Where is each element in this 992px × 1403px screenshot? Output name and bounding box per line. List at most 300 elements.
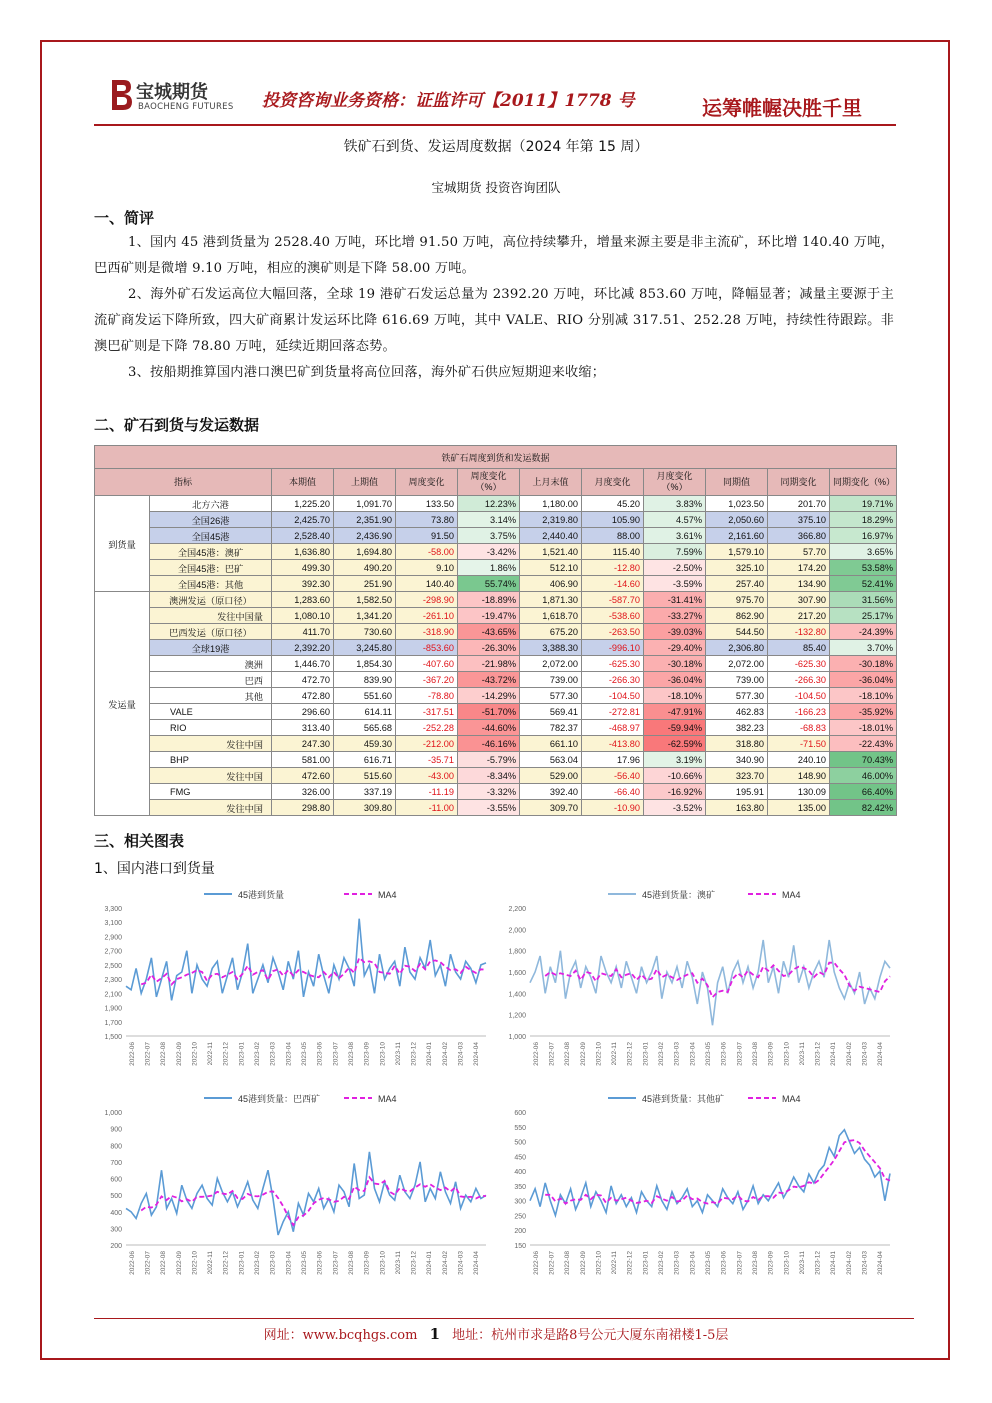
- table-cell: -44.60%: [458, 720, 520, 736]
- table-cell: 309.70: [520, 800, 582, 816]
- table-row-label: 巴西发运（原口径）: [150, 624, 272, 640]
- table-cell: -36.04%: [830, 672, 897, 688]
- table-cell: 337.19: [334, 784, 396, 800]
- table-cell: 52.41%: [830, 576, 897, 592]
- chart-45-ports-australia: [498, 884, 898, 1084]
- table-cell: 2,392.20: [272, 640, 334, 656]
- table-cell: -56.40: [582, 768, 644, 784]
- table-cell: 1,283.60: [272, 592, 334, 608]
- table-cell: 3.61%: [644, 528, 706, 544]
- table-cell: 57.70: [768, 544, 830, 560]
- table-cell: -407.60: [396, 656, 458, 672]
- table-cell: 130.09: [768, 784, 830, 800]
- table-cell: 375.10: [768, 512, 830, 528]
- x-tick-label: 2022-08: [564, 1251, 572, 1275]
- x-tick-label: 2023-12: [814, 1251, 822, 1275]
- table-cell: -43.65%: [458, 624, 520, 640]
- table-cell: 1,080.10: [272, 608, 334, 624]
- series-line: [530, 1130, 890, 1216]
- x-tick-label: 2023-09: [767, 1042, 775, 1066]
- table-cell: -51.70%: [458, 704, 520, 720]
- x-tick-label: 2022-07: [548, 1042, 556, 1066]
- table-cell: 135.00: [768, 800, 830, 816]
- x-tick-label: 2024-02: [845, 1042, 853, 1066]
- company-logo: [108, 78, 248, 118]
- x-tick-label: 2023-11: [798, 1042, 806, 1066]
- x-tick-label: 2022-06: [532, 1251, 540, 1275]
- table-cell: -22.43%: [830, 736, 897, 752]
- team-line: 宝城期货 投资咨询团队: [431, 180, 561, 195]
- x-tick-label: 2023-01: [238, 1042, 246, 1066]
- y-tick-label: 400: [110, 1209, 122, 1217]
- x-tick-label: 2022-12: [626, 1042, 634, 1066]
- legend-label: 45港到货量：巴西矿: [238, 1094, 321, 1104]
- table-cell: 1,341.20: [334, 608, 396, 624]
- table-cell: 2,425.70: [272, 512, 334, 528]
- y-tick-label: 1,200: [508, 1012, 526, 1020]
- table-header-cell: 周度变化（%）: [458, 469, 520, 496]
- y-tick-label: 300: [110, 1226, 122, 1234]
- table-row: [95, 544, 897, 560]
- table-cell: 1,446.70: [272, 656, 334, 672]
- table-cell: 3.65%: [830, 544, 897, 560]
- table-cell: 91.50: [396, 528, 458, 544]
- y-tick-label: 550: [514, 1124, 526, 1132]
- table-cell: 577.30: [520, 688, 582, 704]
- x-tick-label: 2023-08: [751, 1042, 759, 1066]
- x-tick-label: 2024-01: [426, 1251, 434, 1275]
- table-cell: 323.70: [706, 768, 768, 784]
- x-tick-label: 2023-03: [673, 1042, 681, 1066]
- y-tick-label: 2,000: [508, 927, 526, 935]
- table-row: [95, 608, 897, 624]
- table-cell: -3.52%: [644, 800, 706, 816]
- x-tick-label: 2023-10: [379, 1251, 387, 1275]
- table-cell: -266.30: [768, 672, 830, 688]
- report-title: 铁矿石到货、发运周度数据（2024 年第 15 周）: [343, 139, 649, 155]
- x-tick-label: 2022-10: [595, 1251, 603, 1275]
- y-tick-label: 300: [514, 1198, 526, 1206]
- x-tick-label: 2023-04: [689, 1251, 697, 1275]
- table-cell: -367.20: [396, 672, 458, 688]
- table-cell: 366.80: [768, 528, 830, 544]
- x-tick-label: 2023-05: [301, 1251, 308, 1275]
- x-tick-label: 2022-08: [160, 1251, 168, 1275]
- table-row-label: 发往中国量: [150, 608, 272, 624]
- x-tick-label: 2023-02: [658, 1042, 666, 1066]
- table-cell: 563.04: [520, 752, 582, 768]
- x-tick-label: 2023-04: [689, 1042, 697, 1066]
- y-tick-label: 150: [514, 1243, 526, 1250]
- table-cell: 309.80: [334, 800, 396, 816]
- table-cell: 19.71%: [830, 496, 897, 512]
- table-cell: -317.51: [396, 704, 458, 720]
- x-tick-label: 2023-07: [736, 1042, 744, 1066]
- table-cell: -212.00: [396, 736, 458, 752]
- y-tick-label: 200: [514, 1228, 526, 1236]
- table-cell: 3.14%: [458, 512, 520, 528]
- x-tick-label: 2023-08: [751, 1251, 759, 1275]
- y-tick-label: 1,900: [104, 1005, 122, 1013]
- x-tick-label: 2022-09: [175, 1042, 183, 1066]
- y-tick-label: 1,000: [104, 1110, 122, 1117]
- x-tick-label: 2023-04: [285, 1042, 293, 1066]
- table-row-label: 澳洲发运（原口径）: [150, 592, 272, 608]
- subsection-title: 1、国内港口到货量: [94, 861, 215, 877]
- legend-label: 45港到货量: [238, 890, 285, 900]
- section-2-heading: 二、矿石到货与发运数据: [94, 416, 260, 434]
- x-tick-label: 2022-11: [207, 1251, 215, 1275]
- table-cell: 12.23%: [458, 496, 520, 512]
- table-row: [95, 592, 897, 608]
- table-cell: 581.00: [272, 752, 334, 768]
- table-cell: -272.81: [582, 704, 644, 720]
- x-tick-label: 2023-08: [347, 1042, 355, 1066]
- table-cell: -59.94%: [644, 720, 706, 736]
- table-cell: 862.90: [706, 608, 768, 624]
- table-cell: 2,072.00: [706, 656, 768, 672]
- table-cell: 1,521.40: [520, 544, 582, 560]
- table-cell: 577.30: [706, 688, 768, 704]
- logo-text-cn: 宝城期货: [136, 82, 208, 103]
- x-tick-label: 2023-06: [316, 1042, 324, 1066]
- table-row-label: 发往中国: [150, 800, 272, 816]
- table-cell: 318.80: [706, 736, 768, 752]
- table-cell: -11.19: [396, 784, 458, 800]
- series-line: [530, 940, 890, 1025]
- x-tick-label: 2023-04: [285, 1251, 293, 1275]
- x-tick-label: 2023-10: [379, 1042, 387, 1066]
- table-cell: 3.70%: [830, 640, 897, 656]
- commentary-paragraph: 3、按船期推算国内港口澳巴矿到货量将高位回落，海外矿石供应短期迎来收缩；: [128, 365, 606, 380]
- table-row: [95, 656, 897, 672]
- x-tick-label: 2023-07: [332, 1042, 340, 1066]
- y-tick-label: 600: [514, 1110, 526, 1117]
- table-cell: 1,180.00: [520, 496, 582, 512]
- x-tick-label: 2022-10: [191, 1042, 199, 1066]
- x-tick-label: 2024-03: [861, 1251, 869, 1275]
- table-cell: 411.70: [272, 624, 334, 640]
- table-cell: 85.40: [768, 640, 830, 656]
- table-cell: -35.92%: [830, 704, 897, 720]
- x-tick-label: 2023-01: [642, 1251, 650, 1275]
- table-cell: 1,854.30: [334, 656, 396, 672]
- y-tick-label: 200: [110, 1243, 122, 1250]
- x-tick-label: 2023-11: [394, 1042, 402, 1066]
- table-cell: -47.91%: [644, 704, 706, 720]
- x-tick-label: 2023-09: [363, 1251, 371, 1275]
- y-tick-label: 500: [514, 1139, 526, 1147]
- table-cell: -8.34%: [458, 768, 520, 784]
- table-cell: -26.30%: [458, 640, 520, 656]
- table-cell: -62.59%: [644, 736, 706, 752]
- table-header-cell: 同期变化: [768, 469, 830, 496]
- table-cell: 1,871.30: [520, 592, 582, 608]
- x-tick-label: 2024-02: [845, 1251, 853, 1275]
- table-cell: -261.10: [396, 608, 458, 624]
- section-3-heading: 三、相关图表: [94, 832, 185, 850]
- table-cell: 17.96: [582, 752, 644, 768]
- table-row: [95, 640, 897, 656]
- table-row-label: FMG: [150, 784, 272, 800]
- x-tick-label: 2022-07: [144, 1251, 152, 1275]
- table-cell: -46.16%: [458, 736, 520, 752]
- table-row: [95, 672, 897, 688]
- table-cell: 2,440.40: [520, 528, 582, 544]
- table-cell: 512.10: [520, 560, 582, 576]
- ma4-line: [545, 1140, 890, 1204]
- x-tick-label: 2023-02: [254, 1042, 262, 1066]
- table-header-cell: 同期值: [706, 469, 768, 496]
- table-row: [95, 720, 897, 736]
- table-header-cell: 指标: [95, 469, 272, 496]
- table-cell: 1,225.20: [272, 496, 334, 512]
- table-cell: 3.19%: [644, 752, 706, 768]
- table-cell: 529.00: [520, 768, 582, 784]
- table-row-label: 全国45港：澳矿: [150, 544, 272, 560]
- table-cell: 1.86%: [458, 560, 520, 576]
- table-cell: 3.75%: [458, 528, 520, 544]
- y-tick-label: 2,700: [104, 948, 122, 956]
- x-tick-label: 2024-04: [473, 1251, 481, 1275]
- table-cell: 739.00: [706, 672, 768, 688]
- table-group-label: 到货量: [95, 496, 150, 592]
- table-row: [95, 800, 897, 816]
- table-cell: 515.60: [334, 768, 396, 784]
- table-cell: 3.83%: [644, 496, 706, 512]
- commentary-paragraph: 2、海外矿石发运高位大幅回落，全球 19 港矿石发运总量为 2392.20 万吨，环比减 853.60 万吨，降幅显著；减量主要源于主流矿商发运下降所致，四大矿商累计发运环比降 616.69 万吨，其中 VALE、RIO 分别减 317.51、252.28 万吨，持续性待跟踪。非澳巴矿则是下降 78.80 万吨，延续近期回落态势。: [94, 287, 894, 354]
- table-cell: -35.71: [396, 752, 458, 768]
- table-cell: 462.83: [706, 704, 768, 720]
- x-tick-label: 2022-12: [222, 1042, 230, 1066]
- table-cell: 105.90: [582, 512, 644, 528]
- table-cell: 31.56%: [830, 592, 897, 608]
- table-row-label: 全球19港: [150, 640, 272, 656]
- x-tick-label: 2023-12: [410, 1251, 418, 1275]
- table-cell: 326.00: [272, 784, 334, 800]
- table-cell: -66.40: [582, 784, 644, 800]
- y-tick-label: 2,300: [104, 977, 122, 985]
- table-header-row: [95, 469, 897, 496]
- table-cell: 217.20: [768, 608, 830, 624]
- x-tick-label: 2023-12: [410, 1042, 418, 1066]
- legend-label: MA4: [378, 890, 397, 900]
- table-cell: 247.30: [272, 736, 334, 752]
- x-tick-label: 2024-02: [441, 1251, 449, 1275]
- x-tick-label: 2022-09: [579, 1042, 587, 1066]
- x-tick-label: 2022-10: [595, 1042, 603, 1066]
- x-tick-label: 2023-06: [720, 1251, 728, 1275]
- table-group-label: 发运量: [95, 592, 150, 816]
- table-row-label: 全国45港：其他: [150, 576, 272, 592]
- x-tick-label: 2024-01: [426, 1042, 434, 1066]
- table-row-label: 发往中国: [150, 768, 272, 784]
- table-cell: 4.57%: [644, 512, 706, 528]
- table-cell: 1,618.70: [520, 608, 582, 624]
- table-cell: -29.40%: [644, 640, 706, 656]
- x-tick-label: 2024-03: [457, 1042, 465, 1066]
- table-cell: 2,306.80: [706, 640, 768, 656]
- table-cell: 382.23: [706, 720, 768, 736]
- table-cell: -3.42%: [458, 544, 520, 560]
- table-row-label: 其他: [150, 688, 272, 704]
- x-tick-label: 2022-07: [548, 1251, 556, 1275]
- x-tick-label: 2022-09: [579, 1251, 587, 1275]
- y-tick-label: 2,100: [104, 991, 122, 999]
- table-cell: 307.90: [768, 592, 830, 608]
- table-cell: 325.10: [706, 560, 768, 576]
- y-tick-label: 400: [514, 1169, 526, 1177]
- x-tick-label: 2023-01: [642, 1042, 650, 1066]
- x-tick-label: 2023-02: [254, 1251, 262, 1275]
- x-tick-label: 2023-11: [394, 1251, 402, 1275]
- table-cell: 240.10: [768, 752, 830, 768]
- table-row: [95, 496, 897, 512]
- commentary-paragraph: 1、国内 45 港到货量为 2528.40 万吨，环比增 91.50 万吨，高位持续攀升，增量来源主要是非主流矿，环比增 140.40 万吨，巴西矿则是微增 9.10 万吨，相应的澳矿则是下降 58.00 万吨。: [94, 235, 894, 276]
- table-cell: -58.00: [396, 544, 458, 560]
- logo-mark-icon: [108, 78, 134, 112]
- table-cell: 565.68: [334, 720, 396, 736]
- table-cell: 2,161.60: [706, 528, 768, 544]
- table-cell: 392.40: [520, 784, 582, 800]
- table-cell: 3,245.80: [334, 640, 396, 656]
- commentary: [94, 230, 894, 386]
- y-tick-label: 3,100: [104, 920, 122, 928]
- table-cell: 313.40: [272, 720, 334, 736]
- table-cell: -853.60: [396, 640, 458, 656]
- x-tick-label: 2023-01: [238, 1251, 246, 1275]
- table-caption-row: [95, 446, 897, 469]
- legend-label: MA4: [782, 1094, 801, 1104]
- table-row: [95, 576, 897, 592]
- table-cell: -14.29%: [458, 688, 520, 704]
- x-tick-label: 2024-04: [877, 1251, 885, 1275]
- chart-45-ports-other: [498, 1088, 898, 1293]
- table-cell: 25.17%: [830, 608, 897, 624]
- header-rule: [94, 124, 896, 126]
- table-cell: -39.03%: [644, 624, 706, 640]
- x-tick-label: 2023-11: [798, 1251, 806, 1275]
- table-cell: -413.80: [582, 736, 644, 752]
- legend-label: MA4: [378, 1094, 397, 1104]
- table-cell: 2,072.00: [520, 656, 582, 672]
- x-tick-label: 2023-03: [673, 1251, 681, 1275]
- x-tick-label: 2022-07: [144, 1042, 152, 1066]
- table-cell: 82.42%: [830, 800, 897, 816]
- table-cell: 134.90: [768, 576, 830, 592]
- table-cell: 1,582.50: [334, 592, 396, 608]
- table-cell: 490.20: [334, 560, 396, 576]
- x-tick-label: 2022-10: [191, 1251, 199, 1275]
- y-tick-label: 250: [514, 1213, 526, 1221]
- x-tick-label: 2023-03: [269, 1251, 277, 1275]
- table-cell: 406.90: [520, 576, 582, 592]
- table-cell: 16.97%: [830, 528, 897, 544]
- table-header-cell: 本期值: [272, 469, 334, 496]
- x-tick-label: 2022-11: [207, 1042, 215, 1066]
- footer: [0, 1324, 992, 1343]
- table-row: [95, 688, 897, 704]
- table-cell: 88.00: [582, 528, 644, 544]
- table-cell: 251.90: [334, 576, 396, 592]
- y-tick-label: 450: [514, 1154, 526, 1162]
- table-cell: 569.41: [520, 704, 582, 720]
- table-cell: -43.72%: [458, 672, 520, 688]
- y-tick-label: 600: [110, 1176, 122, 1184]
- table-cell: -19.47%: [458, 608, 520, 624]
- table-cell: -625.30: [582, 656, 644, 672]
- table-cell: 7.59%: [644, 544, 706, 560]
- table-cell: 2,528.40: [272, 528, 334, 544]
- x-tick-label: 2023-05: [705, 1042, 712, 1066]
- table-cell: 195.91: [706, 784, 768, 800]
- y-tick-label: 2,500: [104, 962, 122, 970]
- table-cell: 730.60: [334, 624, 396, 640]
- x-tick-label: 2024-02: [441, 1042, 449, 1066]
- legend-label: 45港到货量：澳矿: [642, 890, 716, 900]
- table-cell: 298.80: [272, 800, 334, 816]
- table-row: [95, 736, 897, 752]
- table-cell: -18.01%: [830, 720, 897, 736]
- x-tick-label: 2024-04: [473, 1042, 481, 1066]
- x-tick-label: 2023-12: [814, 1042, 822, 1066]
- table-row-label: 北方六港: [150, 496, 272, 512]
- table-cell: 55.74%: [458, 576, 520, 592]
- table-header-cell: 月度变化（%）: [644, 469, 706, 496]
- table-cell: 392.30: [272, 576, 334, 592]
- y-tick-label: 2,900: [104, 934, 122, 942]
- table-cell: -5.79%: [458, 752, 520, 768]
- table-row: [95, 512, 897, 528]
- table-cell: -78.80: [396, 688, 458, 704]
- table-cell: 73.80: [396, 512, 458, 528]
- table-row: [95, 752, 897, 768]
- table-cell: 544.50: [706, 624, 768, 640]
- table-cell: -14.60: [582, 576, 644, 592]
- table-header-cell: 上期值: [334, 469, 396, 496]
- table-cell: 163.80: [706, 800, 768, 816]
- table-cell: 257.40: [706, 576, 768, 592]
- table-cell: -252.28: [396, 720, 458, 736]
- table-cell: 133.50: [396, 496, 458, 512]
- license-text: 投资咨询业务资格：证监许可【2011】1778 号: [262, 91, 635, 111]
- table-row-label: RIO: [150, 720, 272, 736]
- table-cell: 551.60: [334, 688, 396, 704]
- table-cell: 1,694.80: [334, 544, 396, 560]
- table-cell: -104.50: [582, 688, 644, 704]
- table-cell: 2,319.80: [520, 512, 582, 528]
- x-tick-label: 2023-07: [332, 1251, 340, 1275]
- table-cell: 9.10: [396, 560, 458, 576]
- table-cell: 499.30: [272, 560, 334, 576]
- table-row-label: 巴西: [150, 672, 272, 688]
- table-cell: 140.40: [396, 576, 458, 592]
- table-cell: 18.29%: [830, 512, 897, 528]
- x-tick-label: 2022-08: [564, 1042, 572, 1066]
- table-cell: 296.60: [272, 704, 334, 720]
- table-cell: -3.59%: [644, 576, 706, 592]
- table-cell: 614.11: [334, 704, 396, 720]
- table-cell: 661.10: [520, 736, 582, 752]
- legend-label: 45港到货量：其他矿: [642, 1094, 725, 1104]
- table-row: [95, 784, 897, 800]
- series-line: [126, 919, 486, 1001]
- table-row: [95, 528, 897, 544]
- table-cell: -2.50%: [644, 560, 706, 576]
- table-cell: 70.43%: [830, 752, 897, 768]
- x-tick-label: 2023-09: [363, 1042, 371, 1066]
- table-cell: -68.83: [768, 720, 830, 736]
